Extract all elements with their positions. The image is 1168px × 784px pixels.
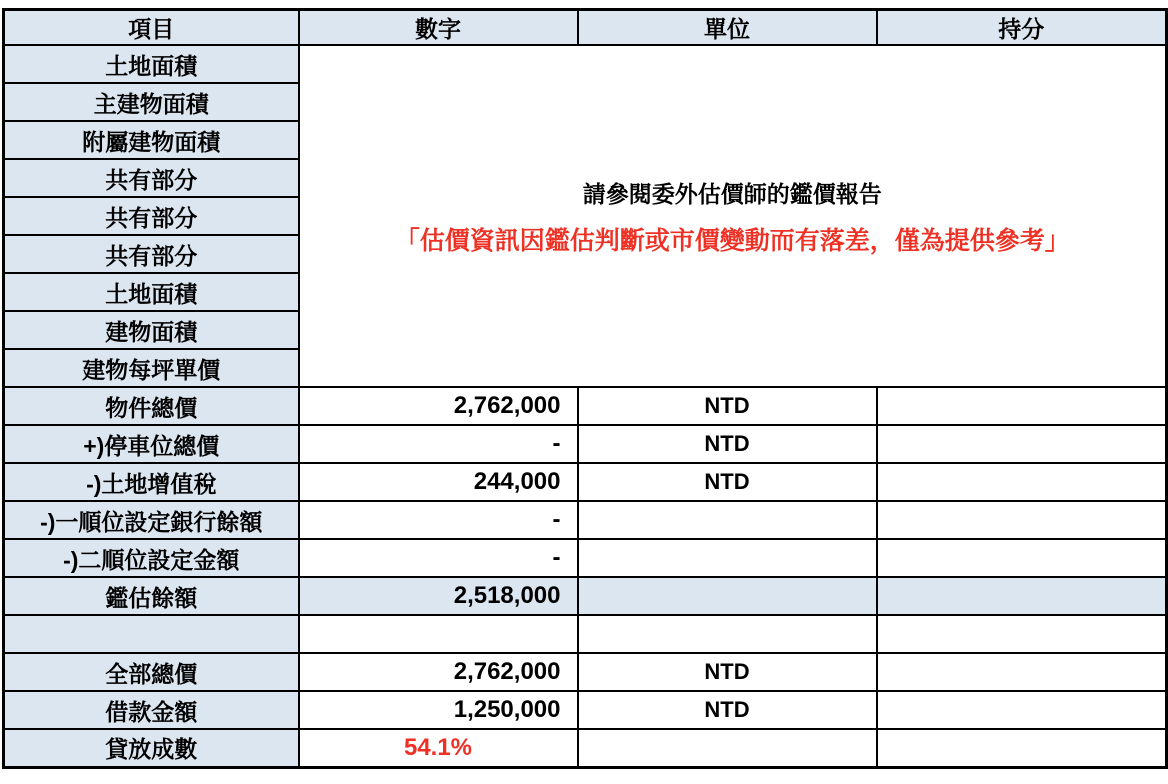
row-value: 54.1% [299,729,578,767]
table-row [4,577,1167,615]
row-label: 全部總價 [4,653,299,691]
column-header-number: 數字 [299,10,578,46]
row-value: 244,000 [299,463,578,501]
table-header-row [4,10,1167,46]
appraisal-table [2,8,1168,769]
row-share [877,691,1167,729]
row-share [877,425,1167,463]
row-label: -)土地增值稅 [4,463,299,501]
row-label: 貸放成數 [4,729,299,767]
column-header-share: 持分 [877,10,1167,46]
row-label: 主建物面積 [4,83,299,121]
row-label: 共有部分 [4,197,299,235]
row-value [299,615,578,653]
row-label: 借款金額 [4,691,299,729]
row-label: 建物每坪單價 [4,349,299,387]
row-share [877,387,1167,425]
row-label: -)一順位設定銀行餘額 [4,501,299,539]
row-unit [578,501,877,539]
value-section [4,387,1167,767]
row-unit: NTD [578,387,877,425]
appraisal-notice-cell [299,45,1167,387]
table-row [4,691,1167,729]
area-section [4,45,1167,387]
row-label: 共有部分 [4,235,299,273]
row-unit [578,729,877,767]
row-unit [578,615,877,653]
row-share [877,615,1167,653]
row-label [4,615,299,653]
row-label: 建物面積 [4,311,299,349]
row-value: - [299,501,578,539]
row-share [877,729,1167,767]
row-value: 2,762,000 [299,387,578,425]
row-unit: NTD [578,691,877,729]
row-share [877,577,1167,615]
table-row [4,653,1167,691]
column-header-unit: 單位 [578,10,877,46]
column-header-item: 項目 [4,10,299,46]
table-row [4,539,1167,577]
row-unit: NTD [578,653,877,691]
row-value: 2,762,000 [299,653,578,691]
table-row [4,387,1167,425]
table-row [4,501,1167,539]
row-unit: NTD [578,463,877,501]
row-share [877,501,1167,539]
notice-line-black: 請參閱委外估價師的鑑價報告 [582,180,882,207]
row-share [877,539,1167,577]
row-value: 1,250,000 [299,691,578,729]
row-unit [578,577,877,615]
row-label: 附屬建物面積 [4,121,299,159]
table-row [4,463,1167,501]
row-label: +)停車位總價 [4,425,299,463]
row-unit [578,539,877,577]
table-row [4,45,1167,83]
row-share [877,463,1167,501]
row-label: 土地面積 [4,273,299,311]
table-row [4,615,1167,653]
row-label: 共有部分 [4,159,299,197]
row-label: 土地面積 [4,45,299,83]
row-unit: NTD [578,425,877,463]
row-value: - [299,425,578,463]
table-row [4,729,1167,767]
notice-line-red: 「估價資訊因鑑估判斷或市價變動而有落差，僅為提供參考」 [394,226,1070,255]
row-label: 物件總價 [4,387,299,425]
table-row [4,425,1167,463]
row-share [877,653,1167,691]
row-value: - [299,539,578,577]
row-label: -)二順位設定金額 [4,539,299,577]
row-label: 鑑估餘額 [4,577,299,615]
row-value: 2,518,000 [299,577,578,615]
